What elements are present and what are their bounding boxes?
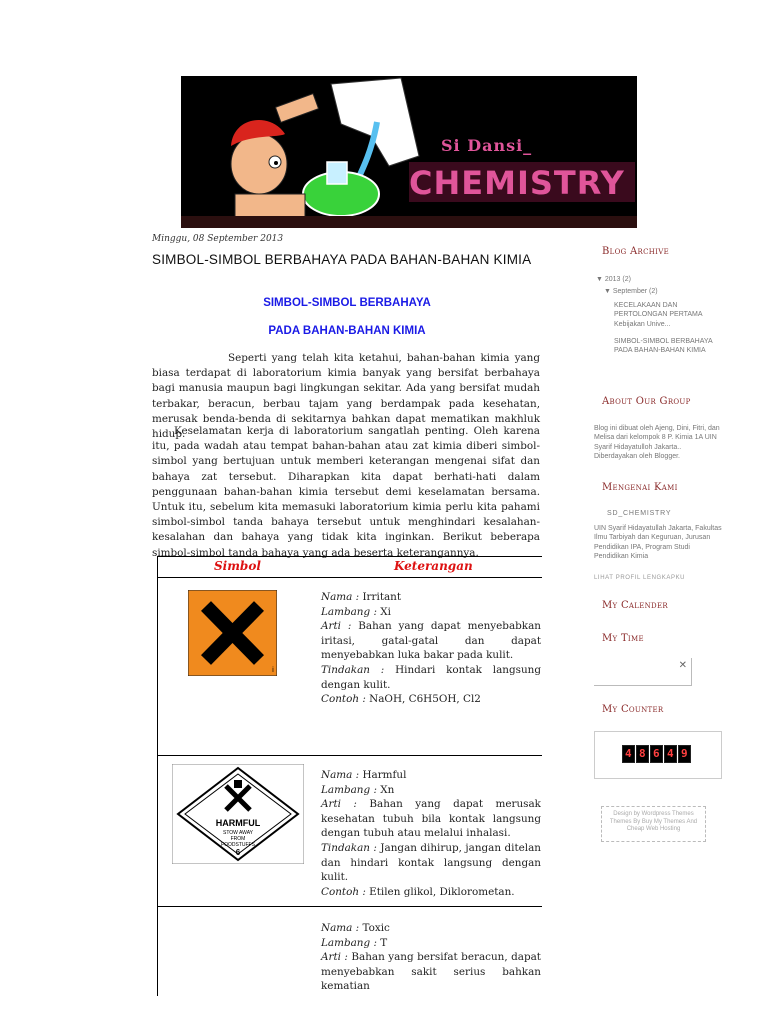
counter-digit: 8 bbox=[636, 745, 649, 763]
table-row bbox=[158, 756, 542, 907]
archive-post-link-2[interactable]: SIMBOL-SIMBOL BERBAHAYA PADA BAHAN-BAHAN KIMIA bbox=[614, 338, 713, 355]
lambang-label: Lambang : bbox=[321, 783, 377, 796]
theme-credit[interactable]: Design by Wordpress Themes Themes By Buy My Themes And Cheap Web Hosting bbox=[601, 806, 706, 842]
close-icon[interactable]: ✕ bbox=[678, 660, 687, 671]
table-row bbox=[158, 578, 542, 756]
tindakan-label: Tindakan : bbox=[321, 663, 385, 676]
irritant-x-icon bbox=[188, 590, 277, 676]
blog-archive-heading: Blog Archive bbox=[602, 246, 669, 257]
tindakan-value: Jangan dihirup, jangan ditelan dan hindari kontak langsung dengan kulit. bbox=[321, 841, 542, 884]
nama-value: Toxic bbox=[362, 922, 390, 934]
banner-bottom-strip bbox=[181, 216, 637, 228]
about-group-heading: About Our Group bbox=[602, 396, 691, 407]
toxic-description bbox=[321, 921, 541, 994]
header-keterangan: Keterangan bbox=[394, 559, 473, 573]
chemist-illustration bbox=[181, 76, 637, 228]
tindakan-label: Tindakan : bbox=[321, 841, 377, 854]
profile-description: UIN Syarif Hidayatullah Jakarta, Fakultas Ilmu Tarbiyah dan Keguruan, Jurusan Pendidikan IPA, Program Studi Pendidikan Kimia bbox=[594, 525, 722, 561]
view-full-profile-link[interactable]: LIHAT PROFIL LENGKAPKU bbox=[594, 575, 686, 581]
my-time-heading: My Time bbox=[602, 633, 644, 644]
mengenai-kami-heading: Mengenai Kami bbox=[602, 482, 678, 493]
post-title[interactable]: SIMBOL-SIMBOL BERBAHAYA PADA BAHAN-BAHAN KIMIA bbox=[152, 252, 532, 267]
lambang-label: Lambang : bbox=[321, 936, 377, 949]
visitor-counter[interactable] bbox=[594, 731, 722, 779]
counter-digit: 4 bbox=[622, 745, 635, 763]
arti-label: Arti : bbox=[321, 951, 348, 964]
nama-value: Irritant bbox=[362, 591, 402, 603]
contoh-label: Contoh : bbox=[321, 885, 366, 898]
header-simbol: Simbol bbox=[214, 559, 261, 573]
post-paragraph-1: Seperti yang telah kita ketahui, bahan-bahan kimia yang biasa terdapat di laboratorium kimia banyak yang bersifat berbahaya bagi manusia maupun bagi lingkungan sekitar. Ada yang bersifat mudah terbakar, beracun, berbau tajam yang berdampak pada kesehatan, merusak benda-benda di sekitarnya bahkan dapat mematikan makhluk hidup. bbox=[152, 352, 540, 441]
arti-value: Bahan yang bersifat beracun, dapat menyebabkan sakit serius bahkan kematian bbox=[321, 951, 541, 993]
my-calender-heading: My Calender bbox=[602, 600, 668, 611]
my-counter-heading: My Counter bbox=[602, 704, 664, 715]
arti-label: Arti : bbox=[321, 620, 352, 633]
nama-label: Nama : bbox=[321, 769, 360, 781]
arti-value: Bahan yang dapat merusak kesehatan tubuh bila kontak langsung dengan tubuh atau melalui inhalasi. bbox=[321, 798, 541, 840]
harmful-from-text: FROM bbox=[230, 836, 246, 842]
counter-digits bbox=[622, 745, 692, 763]
table-row bbox=[158, 907, 542, 996]
counter-digit: 9 bbox=[678, 745, 691, 763]
contoh-label: Contoh : bbox=[321, 693, 366, 706]
contoh-value: NaOH, C6H5OH, Cl2 bbox=[369, 693, 481, 706]
banner-small-title: Si Dansi_ bbox=[441, 136, 533, 155]
arti-label: Arti : bbox=[321, 798, 357, 811]
banner-big-title: CHEMISTRY bbox=[409, 164, 625, 202]
archive-year-toggle[interactable]: ▼ 2013 (2) bbox=[596, 276, 631, 283]
post-subhead-2: PADA BAHAN-BAHAN KIMIA bbox=[268, 325, 426, 337]
lambang-value: Xi bbox=[380, 605, 391, 618]
harmful-description bbox=[321, 768, 541, 899]
harmful-class-number: 6 bbox=[235, 848, 241, 857]
nama-label: Nama : bbox=[321, 922, 360, 934]
lambang-value: Xn bbox=[380, 783, 395, 796]
symbol-table bbox=[157, 556, 541, 996]
irritant-description bbox=[321, 590, 541, 707]
header-banner[interactable] bbox=[181, 76, 637, 228]
contoh-value: Etilen glikol, Diklorometan. bbox=[369, 885, 515, 898]
lambang-value: T bbox=[380, 936, 388, 949]
nama-label: Nama : bbox=[321, 591, 360, 603]
post-paragraph-2: Keselamatan kerja di laboratorium sangatlah penting. Oleh karena itu, pada wadah atau tempat bahan-bahan atau zat kimia diberi simbol-simbol yang bertujuan untuk memberi keterangan mengenai sifat dan bahaya zat tersebut. Diharapkan kita dapat berhati-hati dalam penggunaan bahan-bahan kimia tersebut demi keselamatan bersama. Untuk itu, sebelum kita memasuki laboratorium kimia perlu kita pahami simbol-simbol tanda bahaya tersebut untuk menghindari kesalahan-kesalahan dan bahaya yang tidak kita inginkan. Berikut beberapa simbol-simbol tanda bahaya yang ada beserta keterangannya. bbox=[152, 425, 540, 559]
table-header-row bbox=[158, 556, 542, 578]
profile-name-link[interactable]: SD_CHEMISTRY bbox=[607, 510, 672, 517]
archive-post-link-1[interactable]: KECELAKAAN DAN PERTOLONGAN PERTAMA Kebijakan Unive... bbox=[614, 302, 703, 328]
lambang-label: Lambang : bbox=[321, 605, 377, 618]
time-widget[interactable] bbox=[594, 658, 692, 686]
harmful-stow-text: STOW AWAY bbox=[222, 830, 254, 836]
post-subhead-1: SIMBOL-SIMBOL BERBAHAYA bbox=[263, 297, 431, 309]
tindakan-value: Hindari kontak langsung dengan kulit. bbox=[321, 663, 541, 691]
archive-month-toggle[interactable]: ▼ September (2) bbox=[604, 288, 658, 295]
harmful-diamond-icon bbox=[172, 764, 304, 864]
counter-digit: 6 bbox=[650, 745, 663, 763]
arti-value: Bahan yang dapat menyebabkan iritasi, gatal-gatal dan dapat menyebabkan luka bakar pada kulit. bbox=[321, 620, 541, 662]
post-date: Minggu, 08 September 2013 bbox=[152, 234, 284, 244]
harmful-label: HARMFUL bbox=[215, 818, 261, 828]
harmful-food-text: FOODSTUFFS bbox=[221, 842, 255, 848]
counter-digit: 4 bbox=[664, 745, 677, 763]
about-group-text: Blog ini dibuat oleh Ajeng, Dini, Fitri, dan Melisa dari kelompok 8 P. Kimia 1A UIN Syarif Hidayatulloh Jakarta.. Diberdayakan oleh Blogger. bbox=[594, 425, 720, 461]
nama-value: Harmful bbox=[362, 769, 407, 781]
irritant-corner-letter: i bbox=[272, 666, 274, 674]
